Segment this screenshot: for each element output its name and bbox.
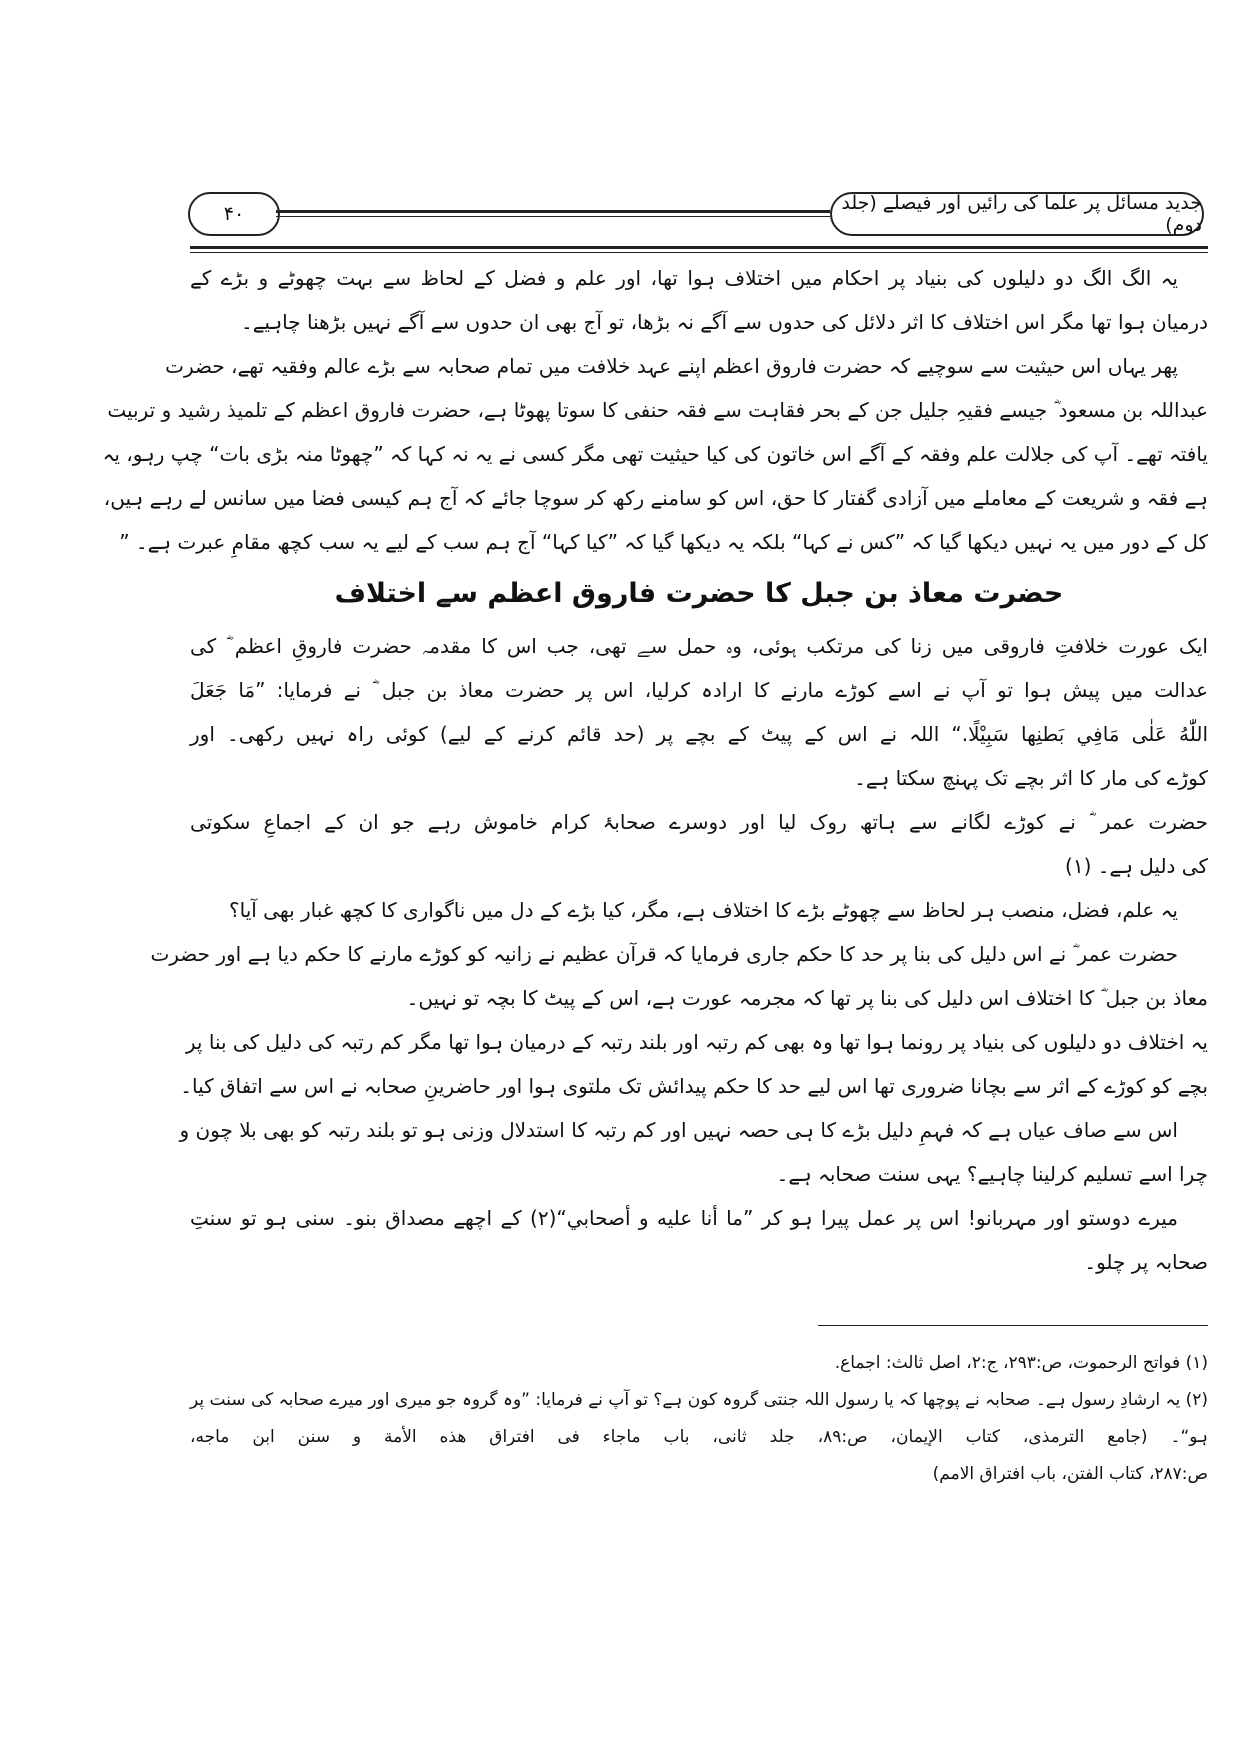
text-line: ہے فقہ و شریعت کے معاملے میں آزادی گفتار کا حق، اس کو سامنے رکھ کر سوچا جائے کہ آج ہم کیسی فضا میں سانس لے رہے ہیں، [103,486,1208,510]
footnote-line: (۲) یہ ارشادِ رسول ہے۔ صحابہ نے پوچھا کہ یا رسول اللہ جنتی گروہ کون ہے؟ تو آپ نے فرمایا: ”وہ گروہ جو میری اور میرے صحابہ کی سنت پر [190,1390,1208,1410]
text-line: بچے کو کوڑے کے اثر سے بچانا ضروری تھا اس لیے حد کا حکم پیدائش تک ملتوی ہوا اور حاضرینِ صحابہ نے اس سے اتفاق کیا۔ [180,1074,1208,1098]
footnote-line: (۱) فواتح الرحموت، ص:۲۹۳، ج:۲، اصل ثالث: اجماع. [834,1353,1208,1373]
text-line: حضرت عمر ؓ نے کوڑے لگانے سے ہاتھ روک لیا اور دوسرے صحابۂ کرام خاموش رہے جو ان کے اجماعِ سکوتی [190,810,1208,834]
footnote-line: ص:۲۸۷، کتاب الفتن، باب افتراق الامم) [932,1464,1208,1484]
main-text [102,256,1208,1284]
text-line: کی دلیل ہے۔ (۱) [1065,854,1208,878]
text-line: یہ علم، فضل، منصب ہر لحاظ سے چھوٹے بڑے کا اختلاف ہے، مگر، کیا بڑے کے دل میں ناگواری کا کچھ غبار بھی آیا؟ [228,898,1178,922]
header-rule [190,246,1208,253]
running-header [0,192,1240,236]
text-line: کوڑے کی مار کا اثر بچے تک پہنچ سکتا ہے۔ [854,766,1208,790]
text-line: حضرت عمر ؓ نے اس دلیل کی بنا پر حد کا حکم جاری فرمایا کہ قرآن عظیم نے زانیہ کو کوڑے مارنے کا حکم دیا ہے اور حضرت [150,942,1178,966]
book-title: جدید مسائل پر علما کی رائیں اور فیصلے (جلد دوم) [830,192,1204,236]
text-line: کل کے دور میں یہ نہیں دیکھا گیا کہ ”کس نے کہا“ بلکہ یہ دیکھا گیا کہ ”کیا کہا“ آج ہم سب کے لیے یہ سب کچھ مقامِ عبرت ہے۔ ” [119,530,1208,554]
text-line: معاذ بن جبل ؓ کا اختلاف اس دلیل کی بنا پر تھا کہ مجرمہ عورت ہے، اس کے پیٹ کا بچہ تو نہیں۔ [406,986,1208,1010]
header-divider [276,210,830,217]
footnote-line: ہو“۔ (جامع الترمذی، کتاب الإيمان، ص:۸۹، جلد ثانی، باب ماجاء فی افتراق هذه الأمة و سنن ابن ماجه، [190,1427,1208,1447]
text-line: اس سے صاف عیاں ہے کہ فہمِ دلیل بڑے کا ہی حصہ نہیں اور کم رتبہ کا استدلال وزنی ہو تو بلند رتبہ کو بھی بلا چون و [179,1118,1178,1142]
section-heading: حضرت معاذ بن جبل کا حضرت فاروق اعظم سے اختلاف [334,578,1064,609]
footnote-rule [818,1325,1208,1326]
text-line: چرا اسے تسلیم کرلینا چاہیے؟ یہی سنت صحابہ ہے۔ [776,1162,1208,1186]
text-line: صحابہ پر چلو۔ [1084,1250,1208,1274]
text-line: عبداللہ بن مسعود ؓ جیسے فقیہِ جلیل جن کے بحر فقاہت سے فقہ حنفی کا سوتا پھوٹا ہے، حضرت فاروق اعظم کے تلمیذ رشید و تربیت [107,398,1208,422]
text-line: اللّٰهُ عَلٰی مَافِي بَطنِها سَبِيْلًا.“ اللہ نے اس کے پیٹ کے بچے پر (حد قائم کرنے کے لیے) کوئی راہ نہیں رکھی۔ اور [190,722,1208,746]
text-line: عدالت میں پیش ہوا تو آپ نے اسے کوڑے مارنے کا ارادہ کرلیا، اس پر حضرت معاذ بن جبل ؓ نے فرمایا: ”مَا جَعَلَ [190,678,1208,702]
text-line: یافتہ تھے۔ آپ کی جلالت علم وفقہ کے آگے اس خاتون کی کیا حیثیت تھی مگر کسی نے یہ نہ کہا کہ ”چھوٹا منہ بڑی بات“ چپ رہو، یہ [102,442,1208,466]
text-line: یہ اختلاف دو دلیلوں کی بنیاد پر رونما ہوا تھا وہ بھی کم رتبہ اور بلند رتبہ کے درمیان ہوا تھا مگر کم رتبہ کی دلیل کی بنا پر [185,1030,1208,1054]
text-line: پھر یہاں اس حیثیت سے سوچیے کہ حضرت فاروق اعظم اپنے عہد خلافت میں تمام صحابہ سے بڑے عالم وفقیہ تھے، حضرت [165,354,1178,378]
text-line: میرے دوستو اور مہربانو! اس پر عمل پیرا ہو کر ”ما أنا عليه و أصحابي“(۲) کے اچھے مصداق بنو۔ سنی ہو تو سنتِ [190,1206,1178,1230]
text-line: درمیان ہوا تھا مگر اس اختلاف کا اثر دلائل کی حدوں سے آگے نہ بڑھا، تو آج بھی ان حدوں سے آگے نہیں بڑھنا چاہیے۔ [240,310,1208,334]
footnotes [190,1345,1208,1493]
text-line: یہ الگ الگ دو دلیلوں کی بنیاد پر احکام میں اختلاف ہوا تھا، اور علم و فضل کے لحاظ سے بہت چھوٹے و بڑے کے [190,266,1178,290]
text-line: ایک عورت خلافتِ فاروقی میں زنا کی مرتکب ہوئی، وہ حمل سے تھی، جب اس کا مقدمہ حضرت فاروقِ اعظم ؓ کی [190,634,1208,658]
page-number: ۴۰ [188,192,280,236]
